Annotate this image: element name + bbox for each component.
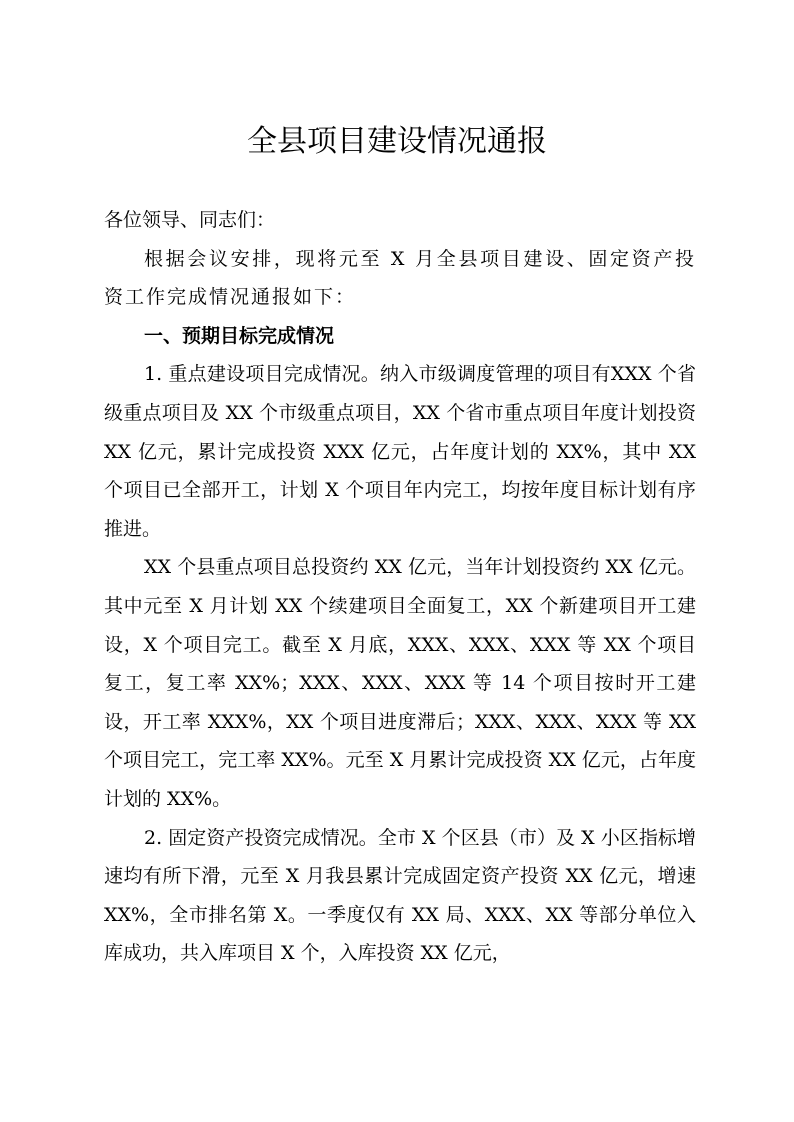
document-title: 全县项目建设情况通报 [247,124,547,159]
document-body [104,201,696,973]
paragraph-fixed-assets: 2. 固定资产投资完成情况。全市 X 个区县（市）及 X 小区指标增速均有所下滑，元至 X 月我县累计完成固定资产投资 XX 亿元，增速 XX%，全市排名第 X。一季度仅有 XX 局、XXX、XX 等部分单位入库成功，共入库项目 X 个，入库投资 XX 亿元， [104,826,696,965]
paragraph-key-projects: 1. 重点建设项目完成情况。纳入市级调度管理的项目有XXX 个省级重点项目及 XX 个市级重点项目，XX 个省市重点项目年度计划投资 XX 亿元，累计完成投资 XXX 亿元，占年度计划的 XX%，其中 XX 个项目已全部开工，计划 X 个项目年内完工，均按年度目标计划有序推进。 [104,363,696,540]
intro-paragraph: 根据会议安排，现将元至 X 月全县项目建设、固定资产投资工作完成情况通报如下： [104,247,696,309]
paragraph-county-projects: XX 个县重点项目总投资约 XX 亿元，当年计划投资约 XX 亿元。其中元至 X 月计划 XX 个续建项目全面复工，XX 个新建项目开工建设，X 个项目完工。截至 X 月底，XXX、XXX、XXX 等 XX 个项目复工，复工率 XX%；XXX、XXX、XXX 等 14 个项目按时开工建设，开工率 XXX%，XX 个项目进度滞后；XXX、XXX、XXX 等 XX 个项目完工，完工率 XX%。元至 X 月累计完成投资 XX 亿元，占年度计划的 XX%。 [104,556,696,810]
salutation: 各位领导、同志们： [104,209,276,231]
section-heading: 一、预期目标完成情况 [144,324,335,347]
